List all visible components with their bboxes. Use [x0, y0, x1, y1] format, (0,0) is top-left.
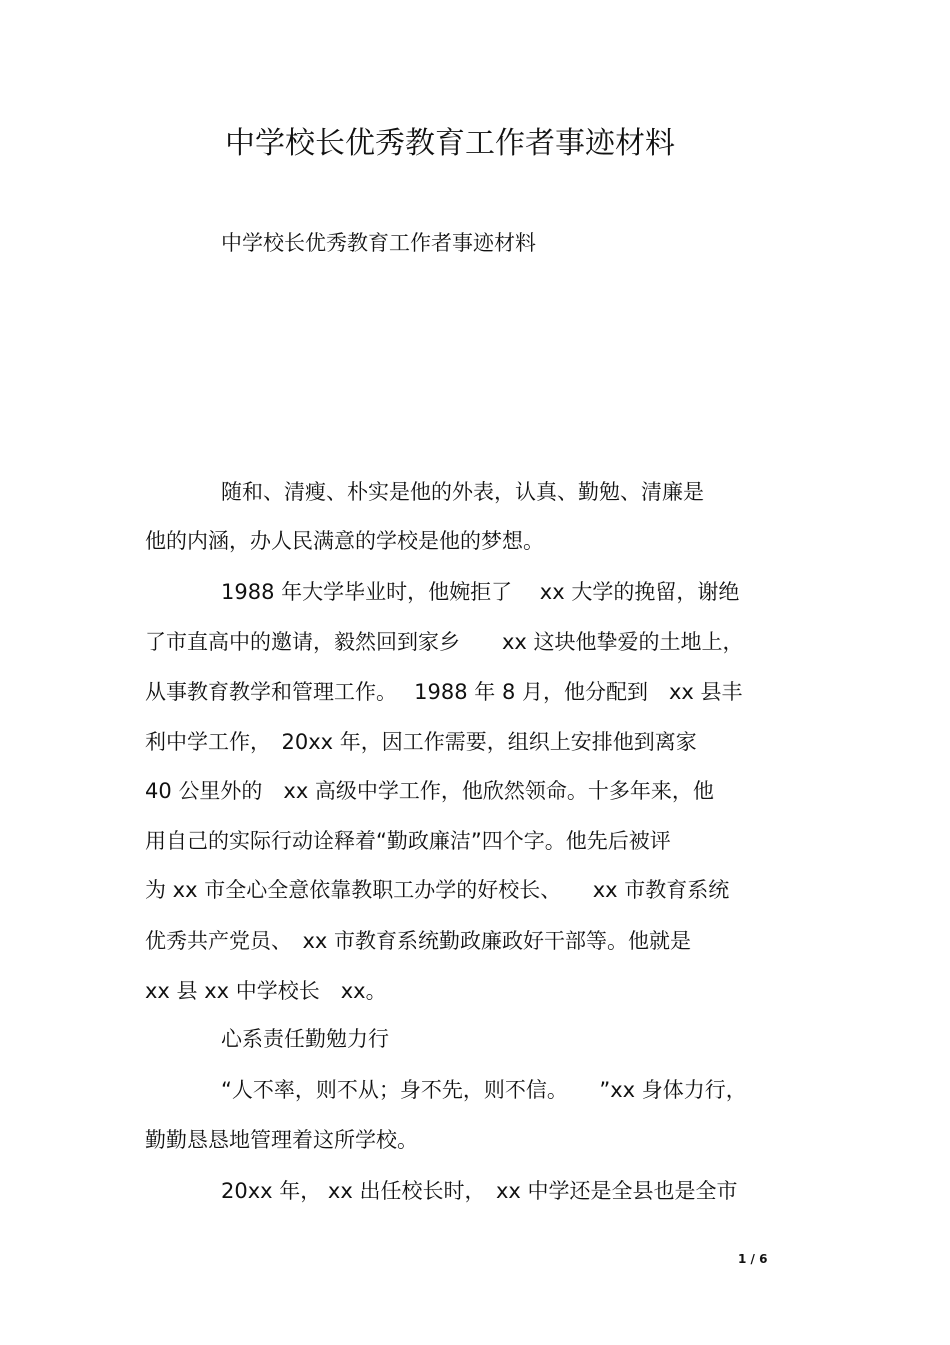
body-line: 20xx 年， xx 出任校长时， xx 中学还是全县也是全市: [221, 1179, 738, 1203]
document-title: 中学校长优秀教育工作者事迹材料: [225, 126, 675, 161]
body-line: 40 公里外的 xx 高级中学工作，他欣然领命。十多年来，他: [145, 779, 714, 803]
section-heading: 心系责任勤勉力行: [221, 1027, 389, 1051]
body-line: 利中学工作， 20xx 年，因工作需要，组织上安排他到离家: [145, 730, 697, 754]
body-line: 从事教育教学和管理工作。 1988 年 8 月，他分配到 xx 县丰: [145, 680, 743, 704]
body-line: 优秀共产党员、 xx 市教育系统勤政廉政好干部等。他就是: [145, 929, 692, 953]
body-line: 用自己的实际行动诠释着“勤政廉洁”四个字。他先后被评: [145, 829, 671, 853]
body-line: “人不率，则不从；身不先，则不信。 ”xx 身体力行，: [221, 1078, 747, 1102]
body-line: 随和、清瘦、朴实是他的外表，认真、勤勉、清廉是: [221, 480, 704, 504]
body-line: 1988 年大学毕业时，他婉拒了 xx 大学的挽留，谢绝: [221, 580, 740, 604]
body-line: xx 县 xx 中学校长 xx。: [145, 979, 387, 1003]
page-number: 1 / 6: [738, 1252, 768, 1266]
body-line: 为 xx 市全心全意依靠教职工办学的好校长、 xx 市教育系统: [145, 878, 730, 902]
body-line: 了市直高中的邀请，毅然回到家乡 xx 这块他挚爱的土地上，: [145, 630, 744, 654]
body-line: 勤勤恳恳地管理着这所学校。: [145, 1128, 418, 1152]
document-subtitle: 中学校长优秀教育工作者事迹材料: [221, 231, 536, 255]
body-line: 他的内涵，办人民满意的学校是他的梦想。: [145, 529, 544, 553]
